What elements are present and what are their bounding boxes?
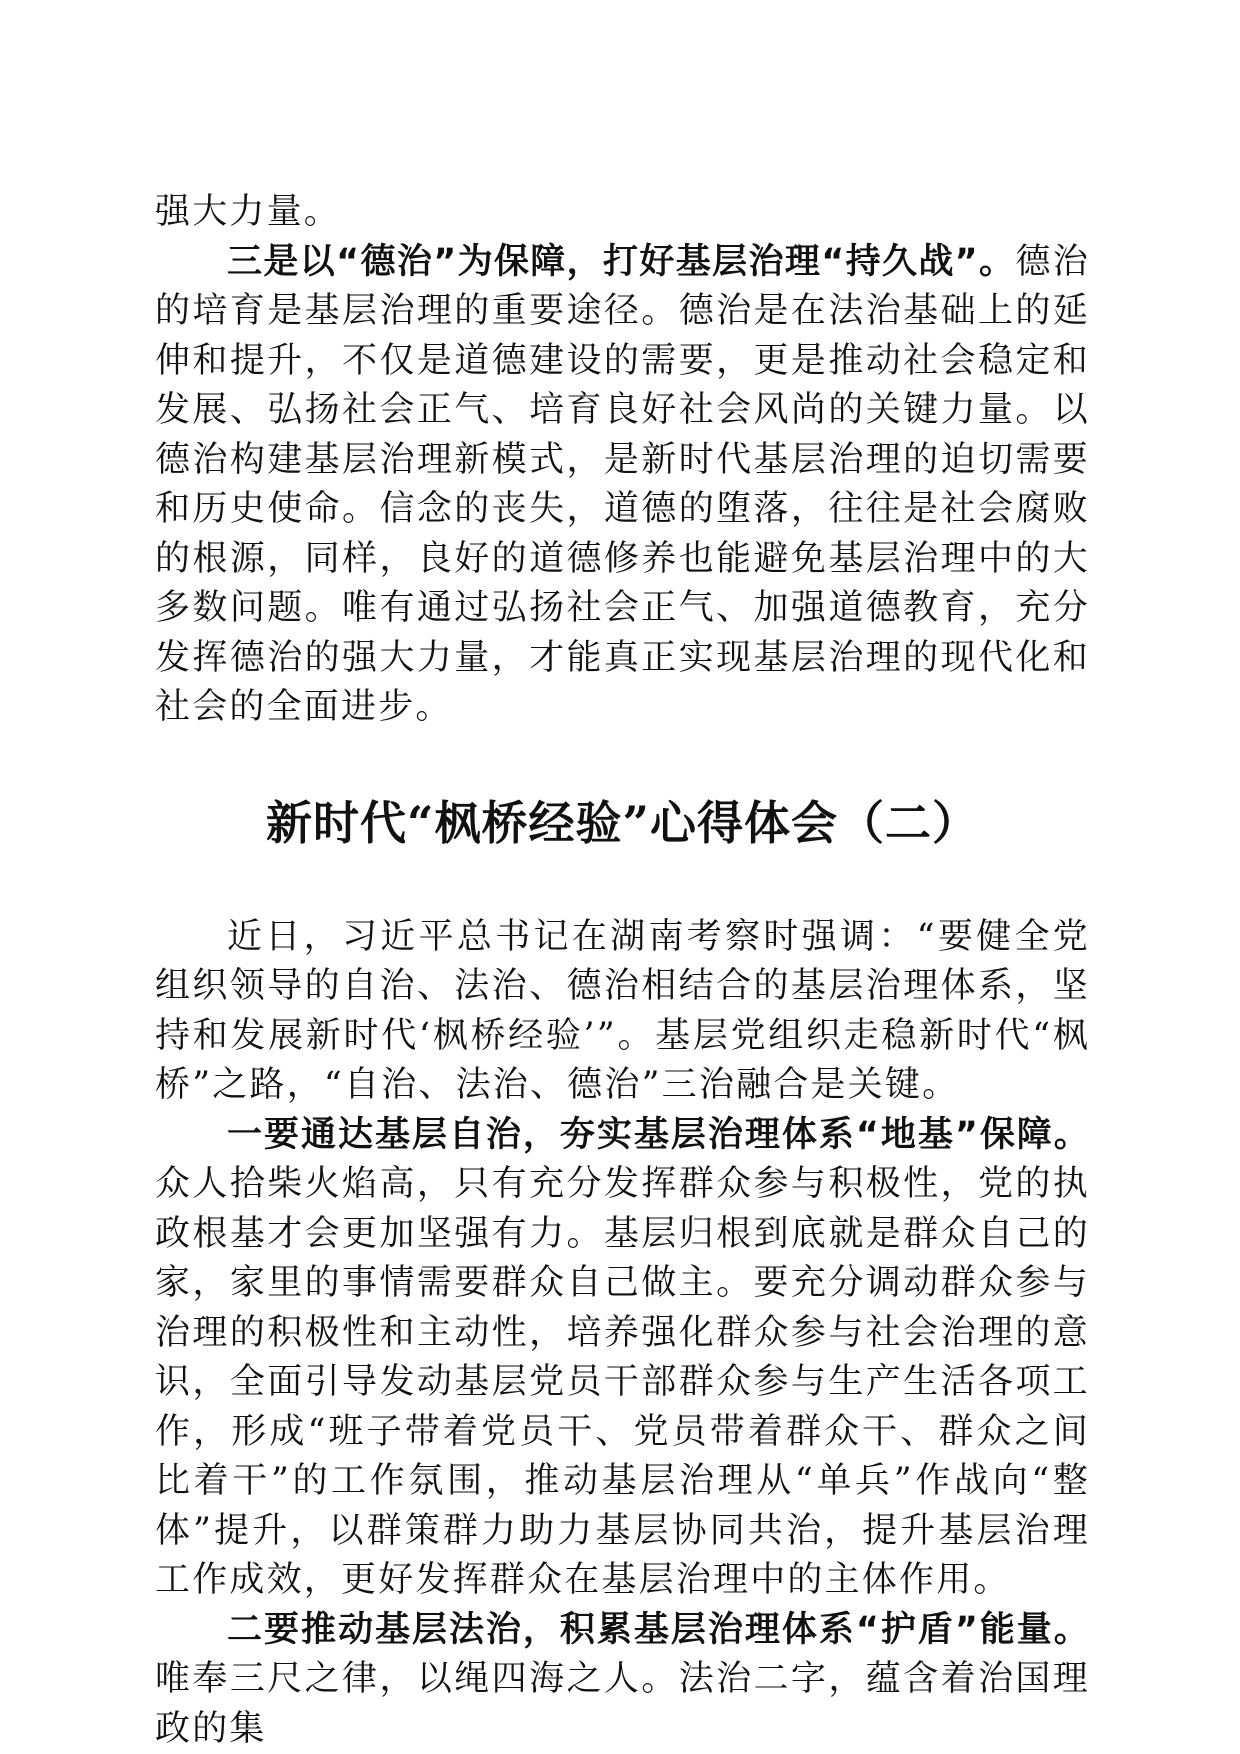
paragraph-intro	[155, 913, 1090, 1111]
paragraph-text: 强大力量。	[155, 192, 342, 232]
paragraph-text: 唯奉三尺之律，以绳四海之人。法治二字，蕴含着治国理政的集	[155, 1659, 1090, 1749]
paragraph-point-one	[155, 1111, 1090, 1606]
paragraph-lead-heading: 三是以“德治”为保障，打好基层治理“持久战”。	[227, 241, 1016, 282]
paragraph-point-three	[155, 238, 1090, 733]
document-title: 新时代“枫桥经验”心得体会（二）	[266, 795, 979, 850]
paragraph-continuation	[155, 188, 1090, 238]
paragraph-text: 近日，习近平总书记在湖南考察时强调：“要健全党组织领导的自治、法治、德治相结合的基层治理体系，坚持和发展新时代‘枫桥经验’”。基层党组织走稳新时代“枫桥”之路，“自治、法治、德治”三治融合是关键。	[155, 916, 1090, 1105]
document-body	[155, 188, 1090, 1754]
paragraph-text: 德治的培育是基层治理的重要途径。德治是在法治基础上的延伸和提升，不仅是道德建设的需要，更是推动社会稳定和发展、弘扬社会正气、培育良好社会风尚的关键力量。以德治构建基层治理新模式，是新时代基层治理的迫切需要和历史使命。信念的丧失，道德的堕落，往往是社会腐败的根源，同样，良好的道德修养也能避免基层治理中的大多数问题。唯有通过弘扬社会正气、加强道德教育，充分发挥德治的强大力量，才能真正实现基层治理的现代化和社会的全面进步。	[155, 241, 1090, 727]
paragraph-lead-heading: 一要通达基层自治，夯实基层治理体系“地基”保障。	[227, 1114, 1090, 1155]
paragraph-point-two	[155, 1606, 1090, 1754]
paragraph-text: 众人拾柴火焰高，只有充分发挥群众参与积极性，党的执政根基才会更加坚强有力。基层归根到底就是群众自己的家，家里的事情需要群众自己做主。要充分调动群众参与治理的积极性和主动性，培养强化群众参与社会治理的意识，全面引导发动基层党员干部群众参与生产生活各项工作，形成“班子带着党员干、党员带着群众干、群众之间比着干”的工作氛围，推动基层治理从“单兵”作战向“整体”提升，以群策群力助力基层协同共治，提升基层治理工作成效，更好发挥群众在基层治理中的主体作用。	[155, 1164, 1090, 1600]
paragraph-lead-heading: 二要推动基层法治，积累基层治理体系“护盾”能量。	[227, 1609, 1090, 1650]
